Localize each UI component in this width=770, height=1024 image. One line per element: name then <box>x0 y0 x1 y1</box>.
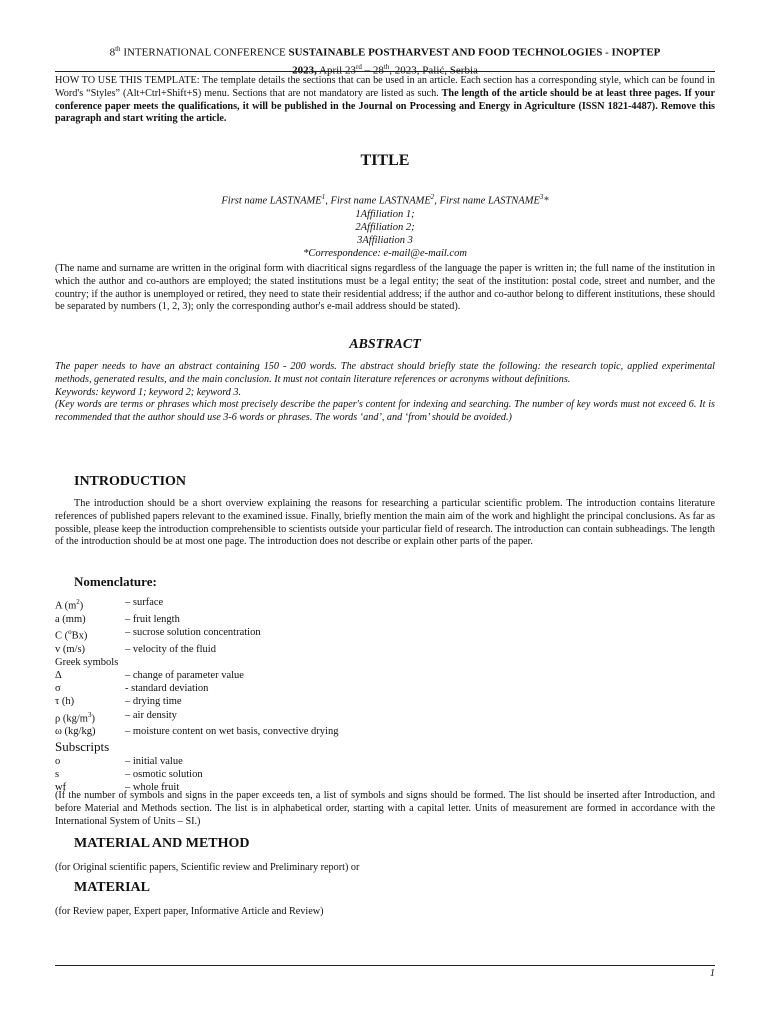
header-date-b-sup: th <box>383 62 390 71</box>
nomenclature-description: - standard deviation <box>125 683 209 695</box>
header-number-sup: th <box>115 45 121 53</box>
nomenclature-description: – change of parameter value <box>125 670 244 682</box>
nomenclature-row <box>55 755 715 768</box>
nomenclature-description: – moisture content on wet basis, convective drying <box>125 726 339 738</box>
nomenclature-symbol: ρ $(kg/m^3)$ <box>55 710 95 725</box>
nomenclature-row <box>55 695 715 708</box>
material-note: (for Review paper, Expert paper, Informative Article and Review) <box>55 906 324 917</box>
nomenclature-row <box>55 682 715 695</box>
nomenclature-symbol: v (m/s) <box>55 643 86 655</box>
nomenclature-row <box>55 669 715 682</box>
material-method-heading: MATERIAL AND METHOD <box>74 836 250 851</box>
correspondence: *Correspondence: e-mail@e-mail.com <box>303 247 467 259</box>
nomenclature-symbol: ω (kg/kg) <box>55 726 96 738</box>
nomenclature-description: – fruit length <box>125 613 180 625</box>
symbols-list-note: (If the number of symbols and signs in the paper exceeds ten, a list of symbols and signs should be formed. The list should be inserted after Introduction, and before Material and Methods section. The list is in alphabetical order, starting with a capital letter. Units of measurement are formed in accordance with the International System of Units – SI.) <box>55 790 715 827</box>
author-2-sup: 2 <box>430 193 435 201</box>
nomenclature-row <box>55 626 715 643</box>
nomenclature-row <box>55 613 715 626</box>
nomenclature-symbol: wf <box>55 781 67 793</box>
nomenclature-description: – whole fruit <box>125 781 180 793</box>
affiliation-3: 3Affiliation 3 <box>357 234 413 246</box>
latin-symbols <box>55 596 715 656</box>
nomenclature-symbol: s <box>55 768 60 780</box>
affiliation-1: 1Affiliation 1; <box>355 208 415 220</box>
author-2: , First name LASTNAME <box>325 195 431 207</box>
page-number: 1 <box>709 968 715 979</box>
footer-rule <box>55 965 715 966</box>
header-date-a: April 23 <box>316 64 356 77</box>
header-conference-title: SUSTAINABLE POSTHARVEST AND FOOD TECHNOLOGIES - INOPTEP <box>288 46 661 59</box>
greek-symbols-heading: Greek symbols <box>55 656 119 668</box>
nomenclature-description: – sucrose solution concentration <box>125 626 261 638</box>
nomenclature-row <box>55 725 715 738</box>
author-3-sup: 3 <box>539 193 544 201</box>
author-1: First name LASTNAME <box>221 195 322 207</box>
nomenclature-heading: Nomenclature: <box>74 574 157 589</box>
nomenclature-row <box>55 768 715 781</box>
material-method-note: (for Original scientific papers, Scientific review and Preliminary report) or <box>55 862 360 873</box>
authors-block <box>55 191 715 260</box>
nomenclature-symbol: o <box>55 755 61 767</box>
header-date-c: , 2023, Palić, Serbia <box>389 64 478 77</box>
header-number: 8 <box>109 46 116 59</box>
header-date-b: – 28 <box>361 64 384 77</box>
nomenclature-row <box>55 709 715 726</box>
nomenclature-description: – surface <box>125 597 164 608</box>
paper-title: TITLE <box>360 152 410 169</box>
header-rule <box>55 71 715 72</box>
subscripts-heading: Subscripts <box>55 738 110 754</box>
author-1-sup: 1 <box>321 193 326 201</box>
template-instructions <box>55 75 715 126</box>
greek-symbols <box>55 669 715 739</box>
conference-header <box>55 42 715 77</box>
nomenclature-symbol: σ <box>55 683 61 695</box>
nomenclature-row <box>55 643 715 656</box>
nomenclature-description: – osmotic solution <box>125 768 203 780</box>
abstract-body: The paper needs to have an abstract containing 150 - 200 words. The abstract should briefly state the following: the research topic, applied experimental methods, generated results, and the main conclusion. It must not contain literature references or acronyms without definitions. <box>55 361 715 385</box>
author-3: , First name LASTNAME <box>434 195 540 207</box>
nomenclature-description: – initial value <box>125 755 183 767</box>
affiliation-2: 2Affiliation 2; <box>355 221 415 233</box>
names-note: (The name and surname are written in the original form with diacritical signs regardless of the language the paper is written in; the full name of the institution in which the author and co-authors are employed; the stated institutions must be a legal entity; the seat of the institution: postal code, street and number, and the country; if the author is unemployed or retired, they need to state their residential address; if the author and co-author belong to different institutions, these should be separated by numbers (1, 2, 3); only the corresponding author's e-mail address should be stated). <box>55 263 715 313</box>
nomenclature-symbol: a (mm) <box>55 613 86 625</box>
header-conference: INTERNATIONAL CONFERENCE <box>120 46 289 59</box>
keywords-note: (Key words are terms or phrases which most precisely describe the paper's content for indexing and searching. The number of key words must not exceed 6. It is recommended that the author should use 3-6 words or phrases. The words ‘and’, and ‘from’ should be avoided.) <box>55 399 715 424</box>
subscripts <box>55 755 715 795</box>
nomenclature-symbol: τ (h) <box>55 696 75 708</box>
nomenclature-description: – velocity of the fluid <box>125 643 216 655</box>
nomenclature-symbol: A $(m^2)$ <box>55 598 84 612</box>
instructions-text: HOW TO USE THIS TEMPLATE: The template details the sections that can be used in an article. Each section has a corresponding style, which can be found in Word's “Styles” (Alt+Ctrl+Shift+S) menu. Sections that are not mandatory are listed as such. <box>55 75 715 99</box>
nomenclature-description: – air density <box>125 709 177 721</box>
nomenclature-list <box>55 596 715 794</box>
introduction-body: The introduction should be a short overview explaining the reasons for researching a particular scientific problem. The introduction contains literature references of published papers relevant to the examined issue. Finally, briefly mention the main aim of the work and highlight the principal conclusions. As far as possible, please keep the introduction comprehensible to scientists outside your particular field of research. The introduction can contain subheadings. The length of the introduction should be at most one page. The introduction does not describe or explain other parts of the paper. <box>55 498 715 548</box>
nomenclature-symbol: Δ <box>55 670 62 682</box>
header-date-a-sup: rd <box>355 62 362 71</box>
abstract-heading: ABSTRACT <box>349 337 421 352</box>
author-3-tail: * <box>543 195 549 207</box>
abstract-block <box>55 361 715 425</box>
material-heading: MATERIAL <box>74 880 150 895</box>
introduction-heading: INTRODUCTION <box>74 474 187 489</box>
nomenclature-description: – drying time <box>125 696 182 708</box>
document-page <box>55 0 715 1024</box>
instructions-bold-text: The length of the article should be at least three pages. If your conference paper meets the qualifications, it will be published in the Journal on Processing and Energy in Agriculture (ISSN 1821-4487). Remove this paragraph and start writing the article. <box>55 87 715 125</box>
keywords: Keywords: keyword 1; keyword 2; keyword 3. <box>55 386 242 398</box>
nomenclature-symbol: C ($^o$Bx) <box>55 627 88 642</box>
header-year: 2023, <box>292 64 317 77</box>
nomenclature-row <box>55 596 715 613</box>
